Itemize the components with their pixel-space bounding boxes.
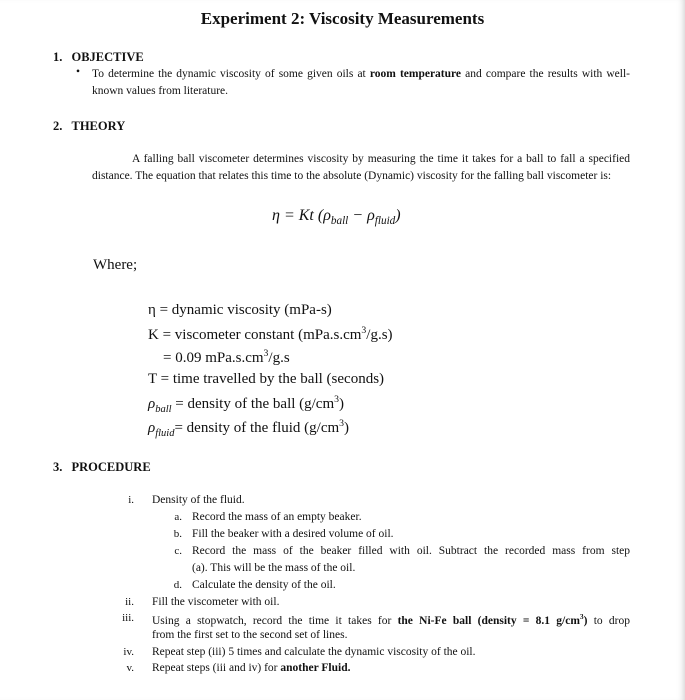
objective-number: 1.	[53, 50, 63, 64]
objective-text-bold: room temperature	[369, 68, 462, 80]
def-k-post: /g.s)	[366, 327, 393, 343]
sub-d-text: Calculate the density of the oil.	[192, 579, 336, 591]
def-rho-fluid-sym: ρ	[148, 420, 156, 436]
objective-heading	[53, 50, 144, 65]
objective-title: OBJECTIVE	[71, 50, 144, 64]
def-rho-fluid-sup: 3	[339, 418, 345, 429]
step-i-number: i.	[128, 494, 134, 506]
step-ii-text: Fill the viscometer with oil.	[152, 596, 280, 608]
def-rho-fluid-text: = density of the fluid (g/cm	[174, 420, 340, 436]
def-k-sup: 3	[361, 325, 367, 336]
sub-d-number: d.	[173, 579, 182, 591]
step-ii-number: ii.	[125, 596, 134, 608]
sub-c-line1: Record the mass of the beaker filled with oil. Subtract the recorded mass from step	[192, 545, 630, 557]
def-rho-ball-text: = density of the ball (g/cm	[171, 396, 335, 412]
page-title: Experiment 2: Viscosity Measurements	[200, 9, 485, 28]
step-v-bold: another Fluid.	[280, 662, 351, 674]
def-k-pre: K = viscometer constant (mPa.s.cm	[148, 327, 362, 343]
def-rho-fluid-sub: fluid	[155, 428, 175, 439]
def-rho-ball-close: )	[339, 396, 345, 412]
def-rho-ball-sup: 3	[334, 394, 340, 405]
sub-b-number: b.	[173, 528, 182, 540]
def-eta: η = dynamic viscosity (mPa-s)	[148, 302, 332, 318]
def-k-value-sup: 3	[263, 348, 269, 359]
objective-text-post: and compare the results with well-known values from literature.	[92, 68, 631, 97]
def-rho-ball-sub: ball	[155, 404, 172, 415]
equation-sub-fluid: fluid	[374, 215, 396, 228]
step-iii-post: to drop	[587, 614, 630, 627]
sub-a-text: Record the mass of an empty beaker.	[192, 511, 362, 523]
equation-minus: −	[348, 207, 368, 224]
sub-c-line2: (a). This will be the mass of the oil.	[192, 562, 356, 574]
where-label: Where;	[93, 257, 138, 273]
step-iii-pre: Using a stopwatch, record the time it takes for	[152, 614, 398, 627]
procedure-number: 3.	[53, 460, 63, 474]
def-rho-fluid	[148, 418, 349, 439]
equation-close: )	[395, 207, 401, 224]
step-iii-bold-close: )	[583, 614, 588, 627]
equation-rho-ball: ρ	[323, 207, 331, 224]
step-iii-number: iii.	[122, 612, 134, 624]
def-t: T = time travelled by the ball (seconds)	[148, 371, 385, 387]
step-v-number: v.	[126, 662, 134, 674]
theory-heading	[53, 119, 125, 134]
bullet-icon: •	[76, 66, 81, 78]
equation-lhs: η = Kt (	[272, 207, 324, 224]
def-k-value	[163, 348, 290, 367]
def-k-value-pre: = 0.09 mPa.s.cm	[163, 350, 264, 366]
theory-number: 2.	[53, 119, 63, 133]
sub-a-number: a.	[174, 511, 182, 523]
equation-rho-fluid: ρ	[367, 207, 375, 224]
step-iii-sup: 3	[579, 612, 584, 621]
def-k-value-post: /g.s	[268, 350, 290, 366]
viscosity-equation	[272, 207, 401, 227]
step-iv-number: iv.	[123, 646, 134, 658]
step-i-text: Density of the fluid.	[152, 494, 245, 506]
step-v-pre: Repeat steps (iii and iv) for	[152, 662, 281, 674]
theory-paragraph: A falling ball viscometer determines viscosity by measuring the time it takes for a ball to fall a specified distance. The equation that relates this time to the absolute (Dynamic) viscosity for the falling ball viscometer is:	[92, 153, 630, 182]
step-v-text	[152, 662, 350, 674]
theory-title: THEORY	[71, 119, 126, 133]
procedure-heading	[53, 460, 151, 475]
def-k	[148, 325, 393, 344]
def-rho-ball	[148, 394, 344, 415]
step-iii-line1	[152, 612, 630, 627]
step-iv-text: Repeat step (iii) 5 times and calculate the dynamic viscosity of the oil.	[152, 646, 476, 658]
sub-c-number: c.	[174, 545, 182, 557]
step-iii-line2: from the first set to the second set of lines.	[152, 629, 348, 641]
def-rho-fluid-close: )	[344, 420, 350, 436]
sub-b-text: Fill the beaker with a desired volume of oil.	[192, 528, 394, 540]
objective-bullet	[92, 66, 630, 100]
equation-sub-ball: ball	[330, 215, 349, 228]
def-rho-ball-sym: ρ	[148, 396, 156, 412]
objective-text-pre: To determine the dynamic viscosity of some given oils at	[92, 68, 370, 80]
procedure-title: PROCEDURE	[71, 460, 151, 474]
step-iii-bold: the Ni-Fe ball (density = 8.1 g/cm	[397, 614, 580, 627]
